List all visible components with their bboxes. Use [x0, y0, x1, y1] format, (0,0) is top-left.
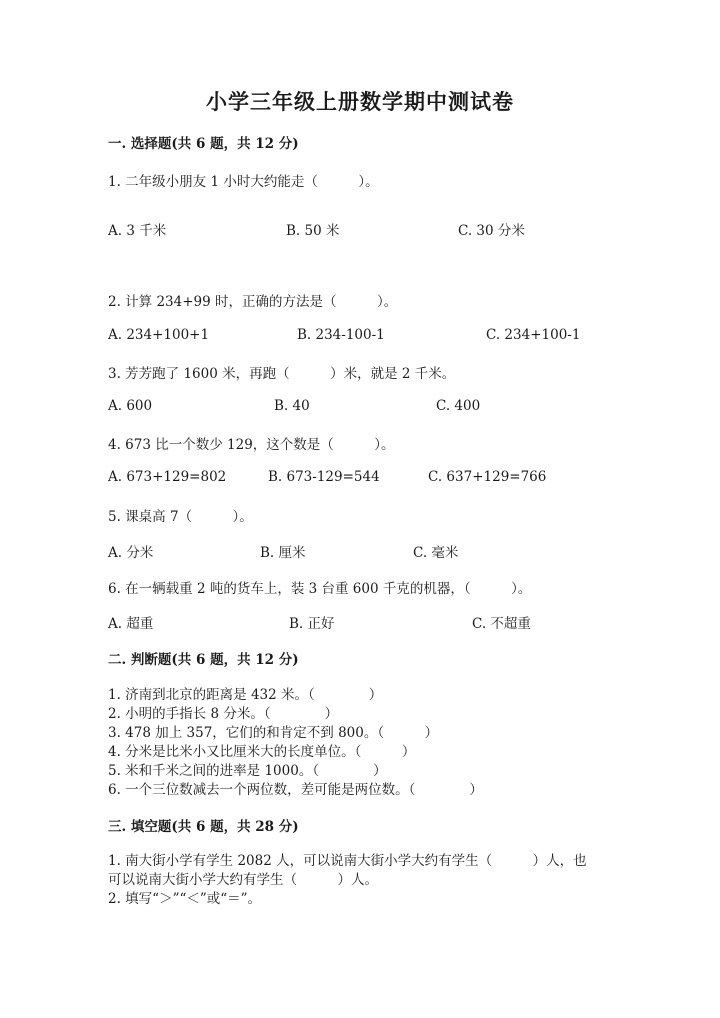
section-heading-choice: 一. 选择题(共 6 题，共 12 分): [108, 136, 299, 152]
choice-option: C. 30 分米: [458, 223, 525, 239]
page-title: 小学三年级上册数学期中测试卷: [206, 89, 514, 114]
choice-option: A. 673+129=802: [108, 469, 227, 485]
fill-blank-line: 2. 填写“＞”“＜”或“＝”。: [108, 891, 262, 907]
choice-question-5: 5. 课桌高 7（ ）。: [108, 509, 253, 525]
judgement-item: 6. 一个三位数减去一个两位数，差可能是两位数。（ ）: [108, 782, 483, 798]
choice-option: A. 超重: [108, 616, 154, 632]
choice-option: A. 3 千米: [108, 223, 167, 239]
choice-option: B. 673-129=544: [268, 469, 380, 485]
choice-option: B. 厘米: [260, 545, 306, 561]
judgement-item: 5. 米和千米之间的进率是 1000。（ ）: [108, 763, 387, 779]
choice-option: A. 600: [108, 398, 153, 414]
choice-option: C. 毫米: [413, 545, 459, 561]
choice-option: B. 50 米: [286, 223, 340, 239]
choice-question-4: 4. 673 比一个数少 129，这个数是（ ）。: [108, 437, 395, 453]
judgement-item: 1. 济南到北京的距离是 432 米。（ ）: [108, 687, 383, 703]
fill-blank-line: 可以说南大街小学大约有学生（ ）人。: [108, 872, 378, 888]
choice-option: C. 400: [436, 398, 481, 414]
choice-option: A. 分米: [108, 545, 154, 561]
choice-option: C. 234+100-1: [486, 327, 581, 343]
fill-blank-line: 1. 南大街小学有学生 2082 人，可以说南大街小学大约有学生（ ）人，也: [108, 853, 587, 869]
choice-option: B. 正好: [289, 616, 335, 632]
choice-question-6: 6. 在一辆载重 2 吨的货车上，装 3 台重 600 千克的机器，（ ）。: [108, 581, 532, 597]
judgement-item: 3. 478 加上 357，它们的和肯定不到 800。（ ）: [108, 725, 439, 741]
judgement-item: 4. 分米是比米小又比厘米大的长度单位。（ ）: [108, 744, 416, 760]
choice-question-1: 1. 二年级小朋友 1 小时大约能走（ ）。: [108, 174, 379, 190]
section-heading-fill-blank: 三. 填空题(共 6 题，共 28 分): [108, 819, 299, 835]
choice-option: A. 234+100+1: [108, 327, 210, 343]
choice-option: B. 40: [274, 398, 310, 414]
section-heading-judgement: 二. 判断题(共 6 题，共 12 分): [108, 652, 299, 668]
choice-question-2: 2. 计算 234+99 时，正确的方法是（ ）。: [108, 294, 398, 310]
judgement-item: 2. 小明的手指长 8 分米。（ ）: [108, 706, 339, 722]
choice-question-3: 3. 芳芳跑了 1600 米，再跑（ ）米，就是 2 千米。: [108, 366, 456, 382]
choice-option: C. 不超重: [472, 616, 531, 632]
choice-option: C. 637+129=766: [428, 469, 547, 485]
choice-option: B. 234-100-1: [297, 327, 385, 343]
